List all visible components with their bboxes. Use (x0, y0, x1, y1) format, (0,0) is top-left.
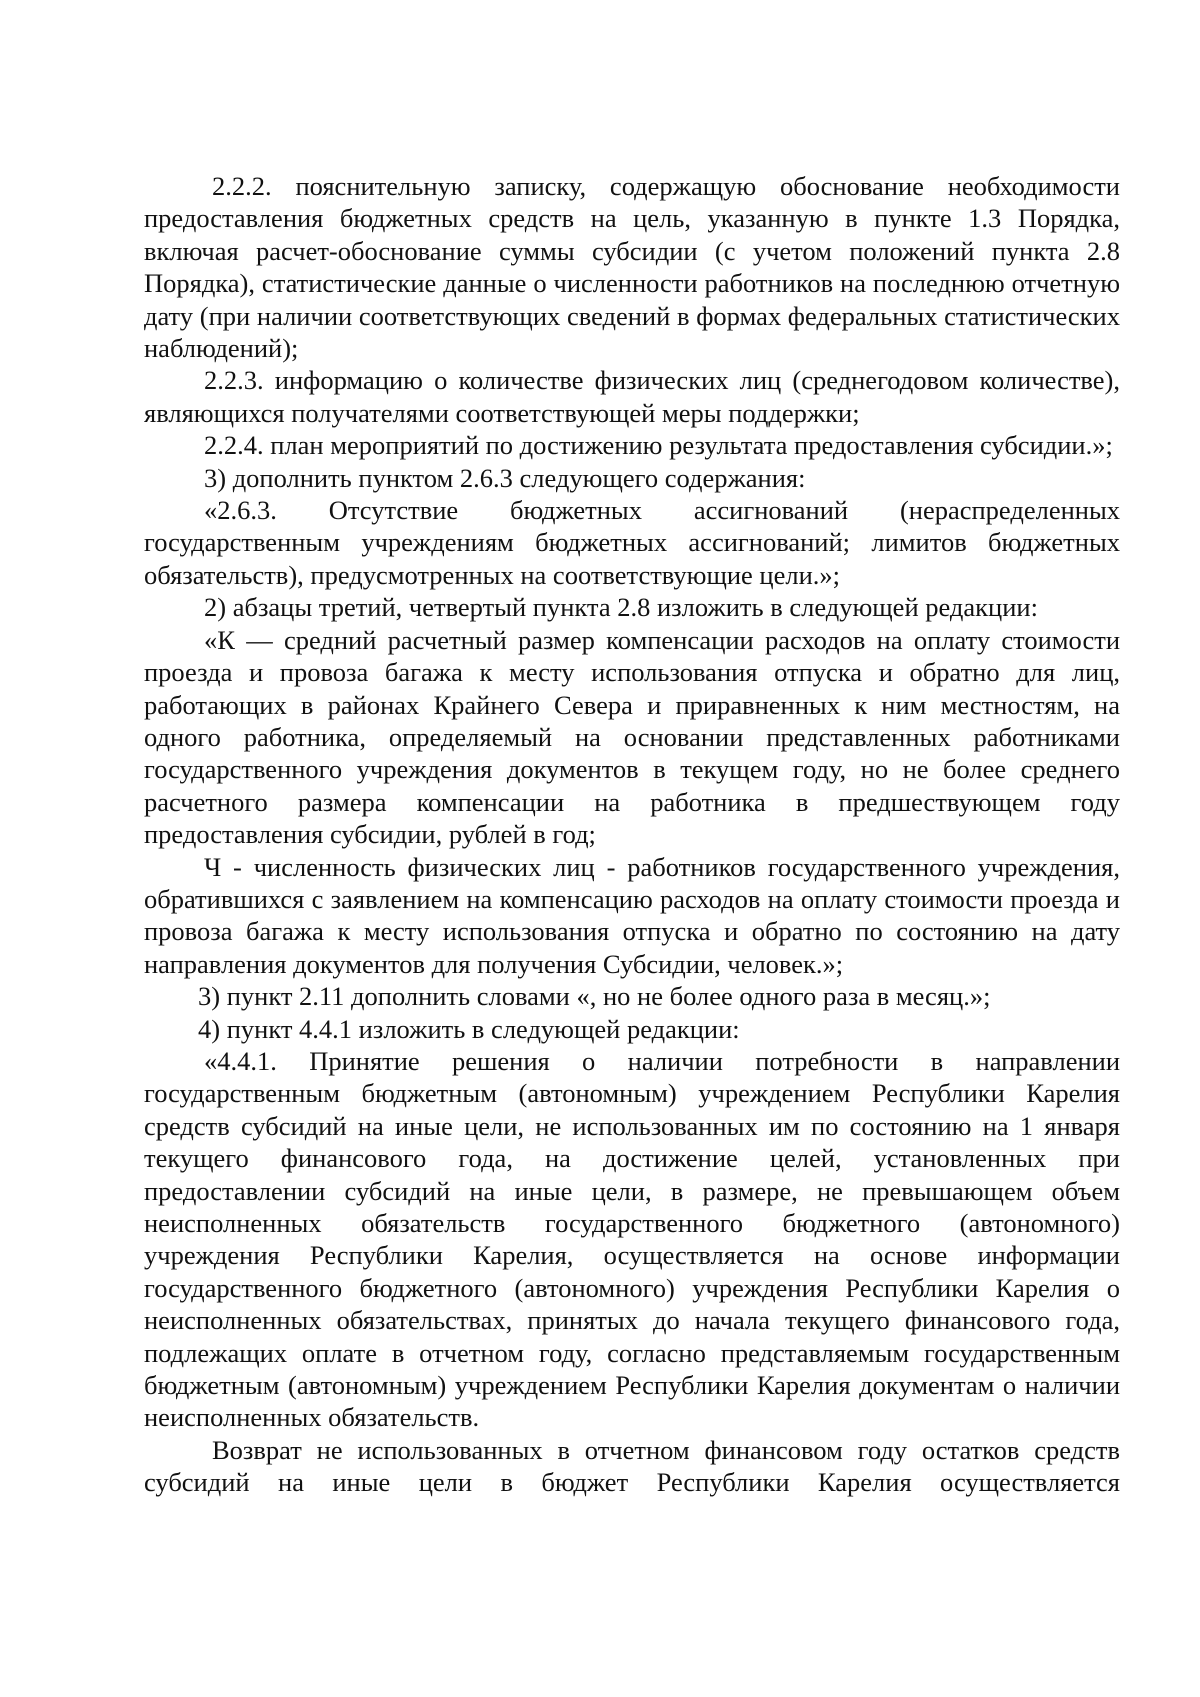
paragraph-2-2-4: 2.2.4. план мероприятий по достижению результата предоставления субсидии.»; (204, 430, 1113, 461)
paragraph-k-definition: «К — средний расчетный размер компенсации расходов на оплату стоимости проезда и провоза багажа к месту использования отпуска и обратно для лиц, работающих в районах Крайнего Севера и приравненных к ним местностям, на одного работника, определяемый на основании представленных работниками государственного учреждения документов в текущем году, но не более среднего расчетного размера компенсации на работника в предшествующем году предоставления субсидии, рублей в год; (144, 624, 1120, 850)
paragraph-2-6-3: «2.6.3. Отсутствие бюджетных ассигнований (нераспределенных государственным учреждениям бюджетных ассигнований; лимитов бюджетных обязательств), предусмотренных на соответствующие цели.»; (144, 495, 1120, 590)
paragraph-4-4-1: «4.4.1. Принятие решения о наличии потребности в направлении государственным бюджетным (автономным) учреждением Республики Карелия средств субсидий на иные цели, не использованных им по состоянию на 1 января текущего финансового года, на достижение целей, установленных при предоставлении субсидий на иные цели, в размере, не превышающем объем неисполненных обязательств государственного бюджетного (автономного) учреждения Республики Карелия, осуществляется на основе информации государственного бюджетного (автономного) учреждения Республики Карелия о неисполненных обязательствах, принятых до начала текущего финансового года, подлежащих оплате в отчетном году, согласно представляемым государственным бюджетным (автономным) учреждением Республики Карелия документам о наличии неисполненных обязательств. (144, 1045, 1120, 1433)
paragraph-amendment-4-4-1: 4) пункт 4.4.1 изложить в следующей редакции: (198, 1013, 740, 1044)
paragraph-amendment-3: 3) дополнить пунктом 2.6.3 следующего содержания: (204, 462, 806, 493)
paragraph-2-2-3: 2.2.3. информацию о количестве физических лиц (среднегодовом количестве), являющихся получателями соответствующей меры поддержки; (144, 365, 1120, 428)
paragraph-ch-definition: Ч - численность физических лиц - работников государственного учреждения, обратившихся с заявлением на компенсацию расходов на оплату стоимости проезда и провоза багажа к месту использования отпуска и обратно по состоянию на дату направления документов для получения Субсидии, человек.»; (144, 851, 1120, 979)
paragraph-amendment-2: 2) абзацы третий, четвертый пункта 2.8 изложить в следующей редакции: (204, 592, 1038, 623)
paragraph-refund: Возврат не использованных в отчетном финансовом году остатков средств субсидий на иные цели в бюджет Республики Карелия осуществляется (144, 1434, 1120, 1498)
paragraph-amendment-2-11: 3) пункт 2.11 дополнить словами «, но не более одного раза в месяц.»; (198, 981, 991, 1012)
document-page (144, 170, 1120, 1499)
paragraph-2-2-2: 2.2.2. пояснительную записку, содержащую обоснование необходимости предоставления бюджетных средств на цель, указанную в пункте 1.3 Порядка, включая расчет-обоснование суммы субсидии (с учетом положений пункта 2.8 Порядка), статистические данные о численности работников на последнюю отчетную дату (при наличии соответствующих сведений в формах федеральных статистических наблюдений); (144, 171, 1120, 364)
